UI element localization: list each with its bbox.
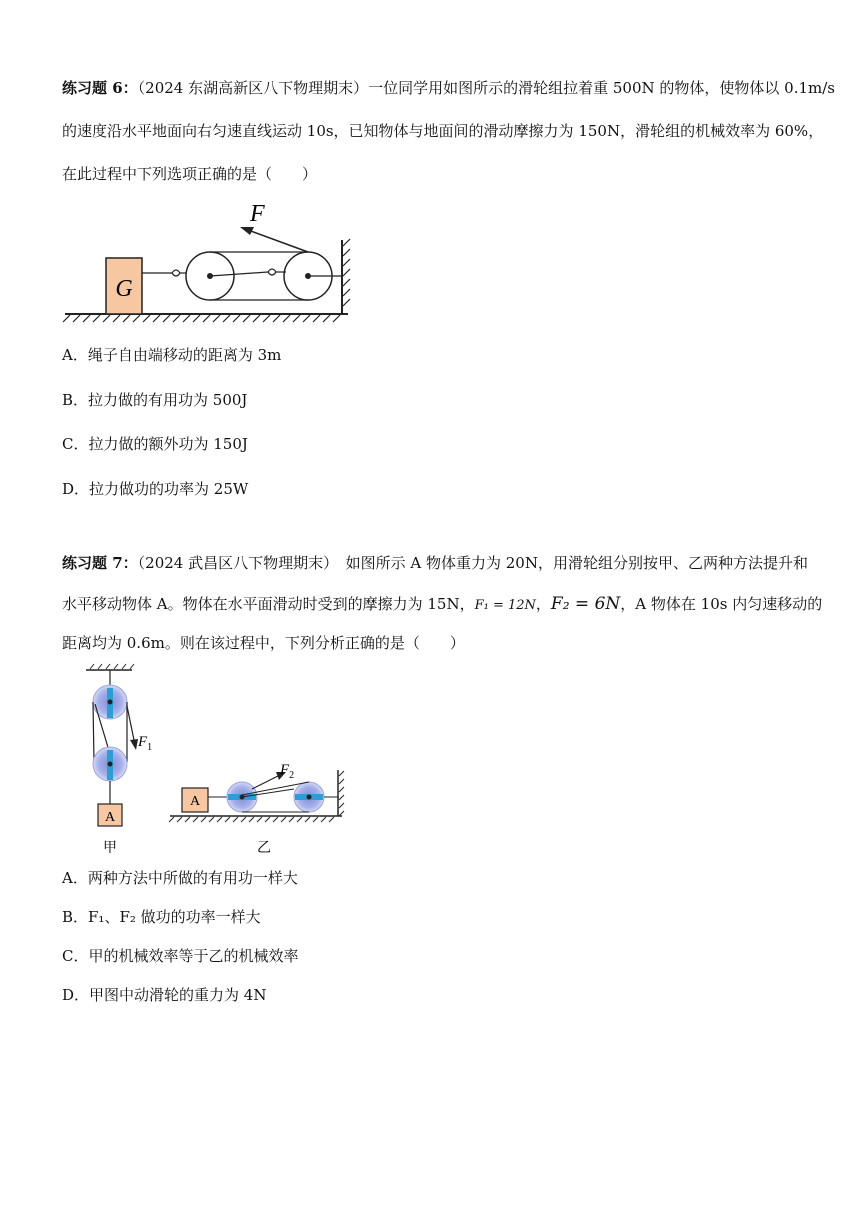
q7-option-c[interactable]: C．甲的机械效率等于乙的机械效率 [62,947,299,965]
q7-separator: ， [535,595,551,613]
q7-pulley-figure [80,664,350,859]
q6-option-d[interactable]: D．拉力做功的功率为 25W [62,480,249,498]
q7-line-3: 距离均为 0.6m。则在该过程中，下列分析正确的是（ ） [62,634,465,652]
q7-option-a[interactable]: A．两种方法中所做的有用功一样大 [62,869,298,887]
q6-force-label: F [250,201,265,227]
q6-line-2: 的速度沿水平地面向右匀速直线运动 10s，已知物体与地面间的滑动摩擦力为 150N，滑轮组的机械效率为 60%， [62,122,824,140]
q7-yi-block-label: A [189,794,201,809]
q7-text-2a: 水平移动物体 A。物体在水平面滑动时受到的摩擦力为 15N， [62,595,475,613]
q6-text-1: （2024 东湖高新区八下物理期末）一位同学用如图所示的滑轮组拉着重 500N 的物体，使物体以 0.1m/s [137,79,836,97]
q7-option-b[interactable]: B．F₁、F₂ 做功的功率一样大 [62,908,261,926]
q7-label: 练习题 7： [62,554,138,572]
q6-line-1 [62,78,835,98]
q7-force1-label: $F_1$ [138,734,153,753]
q7-caption-yi: 乙 [257,840,271,856]
q6-label: 练习题 6： [62,79,138,97]
q6-option-a[interactable]: A．绳子自由端移动的距离为 3m [62,346,282,364]
q7-text-1: （2024 武昌区八下物理期末） 如图所示 A 物体重力为 20N，用滑轮组分别按甲、乙两种方法提升和 [137,554,808,572]
q7-f1-equation: F₁ = 12N [474,598,536,613]
q7-jia-block-label: A [104,810,116,825]
q6-option-c[interactable]: C．拉力做的额外功为 150J [62,435,248,453]
q7-line-2 [62,594,822,616]
q7-line-1 [62,553,808,573]
q7-text-2b: ，A 物体在 10s 内匀速移动的 [620,595,823,613]
q6-block-label: G [115,276,133,302]
q7-caption-jia: 甲 [103,840,117,856]
q6-option-b[interactable]: B．拉力做的有用功为 500J [62,391,248,409]
q6-pulley-figure [60,196,360,326]
q7-f2-equation: F₂ = 6N [550,594,621,614]
q7-option-d[interactable]: D．甲图中动滑轮的重力为 4N [62,986,267,1004]
q7-force2-label: $F_2$ [280,762,295,781]
q6-line-3: 在此过程中下列选项正确的是（ ） [62,165,318,183]
